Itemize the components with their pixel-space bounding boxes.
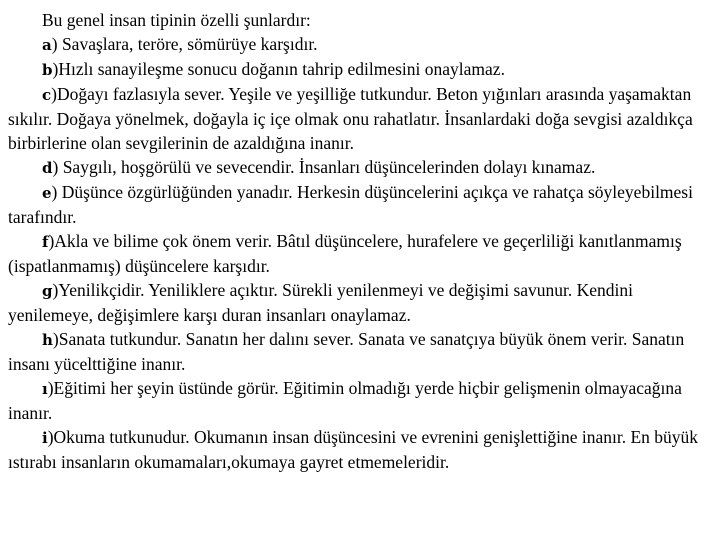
list-item xyxy=(8,229,714,278)
list-item xyxy=(8,327,714,376)
item-text: Hızlı sanayileşme sonucu doğanın tahrip edilmesini onaylamaz. xyxy=(58,59,505,79)
item-separator: ) xyxy=(47,378,54,398)
item-marker: b xyxy=(42,61,53,79)
list-item xyxy=(8,82,714,155)
item-text: Akla ve bilime çok önem verir. Bâtıl düşüncelere, hurafelere ve geçerliliği kanıtlanmamış (ispatlanmamış) düşüncelere karşıdır. xyxy=(8,231,682,276)
item-marker: e xyxy=(42,184,52,202)
item-separator: ) xyxy=(52,59,59,79)
item-marker: d xyxy=(42,159,53,177)
intro-paragraph: Bu genel insan tipinin özelli şunlardır: xyxy=(42,10,311,30)
list-item xyxy=(8,180,714,229)
list-item xyxy=(8,278,714,327)
item-marker: i xyxy=(42,429,48,447)
item-separator: ) xyxy=(52,329,59,349)
item-separator: ) xyxy=(51,182,62,202)
item-text: Doğayı fazlasıyla sever. Yeşile ve yeşilliğe tutkundur. Beton yığınları arasında yaşamaktan sıkılır. Doğaya yönelmek, doğayla iç içe olmak onu rahatlatır. İnsanlardaki doğa sevgisi azaldıkça birbirlerine olan sevgilerinin de azaldığına inanır. xyxy=(8,84,693,153)
list-item xyxy=(8,57,714,82)
item-separator: ) xyxy=(52,157,63,177)
list-item xyxy=(8,425,714,474)
item-separator: ) xyxy=(51,84,57,104)
item-text: Sanata tutkundur. Sanatın her dalını sever. Sanata ve sanatçıya büyük önem verir. Sanatın insanı yücelttiğine inanır. xyxy=(8,329,685,374)
list-item xyxy=(8,155,714,180)
item-text: Saygılı, hoşgörülü ve sevecendir. İnsanları düşüncelerinden dolayı kınamaz. xyxy=(62,157,596,177)
item-marker: c xyxy=(42,86,52,104)
item-marker: g xyxy=(42,282,53,300)
item-marker: h xyxy=(42,331,53,349)
item-text: Düşünce özgürlüğünden yanadır. Herkesin düşüncelerini açıkça ve rahatça söyleyebilmesi tarafındır. xyxy=(8,182,693,227)
list-item xyxy=(8,32,714,57)
item-text: Savaşlara, teröre, sömürüye karşıdır. xyxy=(61,34,318,54)
item-text: Yenilikçidir. Yeniliklere açıktır. Sürekli yenilenmeyi ve değişimi savunur. Kendini yenilemeye, değişimlere karşı duran insanları onaylamaz. xyxy=(8,280,634,325)
item-marker: a xyxy=(42,36,52,54)
item-text: Eğitimi her şeyin üstünde görür. Eğitimin olmadığı yerde hiçbir gelişmenin olmayacağına inanır. xyxy=(8,378,682,423)
list-item xyxy=(8,376,714,425)
item-separator: ) xyxy=(48,231,55,251)
item-separator: ) xyxy=(51,34,62,54)
item-marker: f xyxy=(42,233,49,251)
item-text: Okuma tutkunudur. Okumanın insan düşüncesini ve evrenini genişlettiğine inanır. En büyük ıstırabı insanların okumamaları,okumaya gayret etmemeleridir. xyxy=(8,427,699,472)
item-marker: ı xyxy=(42,380,48,398)
item-separator: ) xyxy=(47,427,54,447)
item-separator: ) xyxy=(52,280,59,300)
document-body xyxy=(8,8,714,474)
